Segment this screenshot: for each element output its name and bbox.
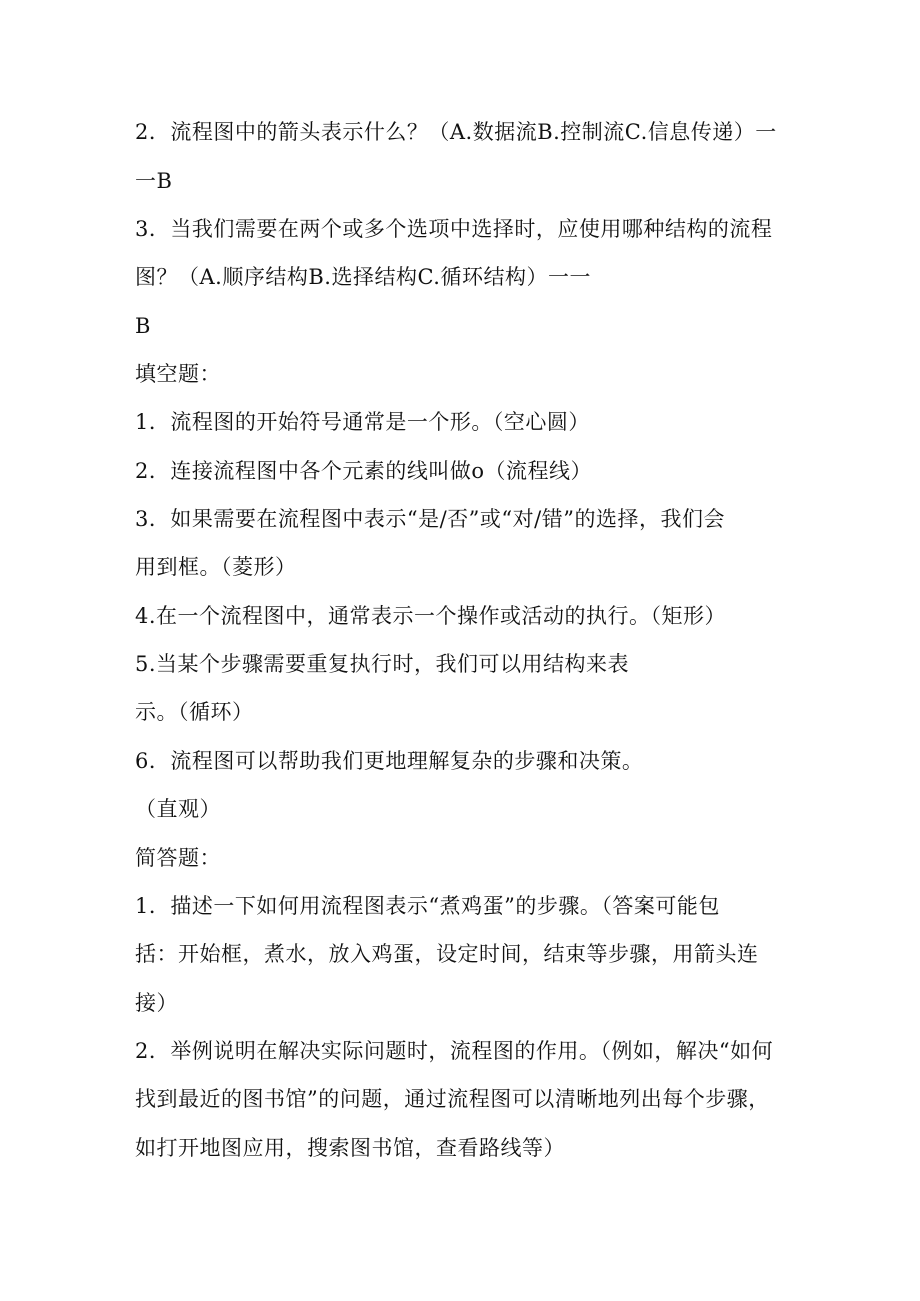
text-line: 示。（循环） [135, 700, 254, 724]
section-heading: 填空题： [135, 362, 221, 386]
text-line: 3．如果需要在流程图中表示“是/否”或“对/错”的选择，我们会 [135, 507, 725, 531]
text-line: 一B [135, 169, 173, 193]
text-line: 接） [135, 991, 178, 1015]
text-line: 找到最近的图书馆”的问题，通过流程图可以清晰地列出每个步骤， [135, 1087, 770, 1111]
text-line: 1．描述一下如何用流程图表示“煮鸡蛋”的步骤。（答案可能包 [135, 894, 720, 918]
text-line: 2．连接流程图中各个元素的线叫做o（流程线） [135, 459, 593, 483]
text-line: 2．举例说明在解决实际问题时，流程图的作用。（例如，解决“如何 [135, 1039, 774, 1063]
text-line: （直观） [135, 797, 221, 821]
text-line: 如打开地图应用，搜索图书馆，查看路线等） [135, 1136, 565, 1160]
text-line: 图？（A.顺序结构B.选择结构C.循环结构）一一 [135, 265, 591, 289]
text-line: 2．流程图中的箭头表示什么？（A.数据流B.控制流C.信息传递）一 [135, 120, 777, 144]
text-line: 6．流程图可以帮助我们更地理解复杂的步骤和决策。 [135, 749, 644, 773]
text-line: 用到框。（菱形） [135, 555, 297, 579]
text-line: 5.当某个步骤需要重复执行时，我们可以用结构来表 [135, 652, 630, 676]
text-line: 3．当我们需要在两个或多个选项中选择时，应使用哪种结构的流程 [135, 217, 773, 241]
text-line: 括：开始框，煮水，放入鸡蛋，设定时间，结束等步骤，用箭头连 [135, 942, 759, 966]
text-line: 1．流程图的开始符号通常是一个形。（空心圆） [135, 410, 590, 434]
text-line: B [135, 314, 151, 338]
section-heading: 简答题： [135, 846, 221, 870]
text-line: 4.在一个流程图中，通常表示一个操作或活动的执行。（矩形） [135, 604, 727, 628]
